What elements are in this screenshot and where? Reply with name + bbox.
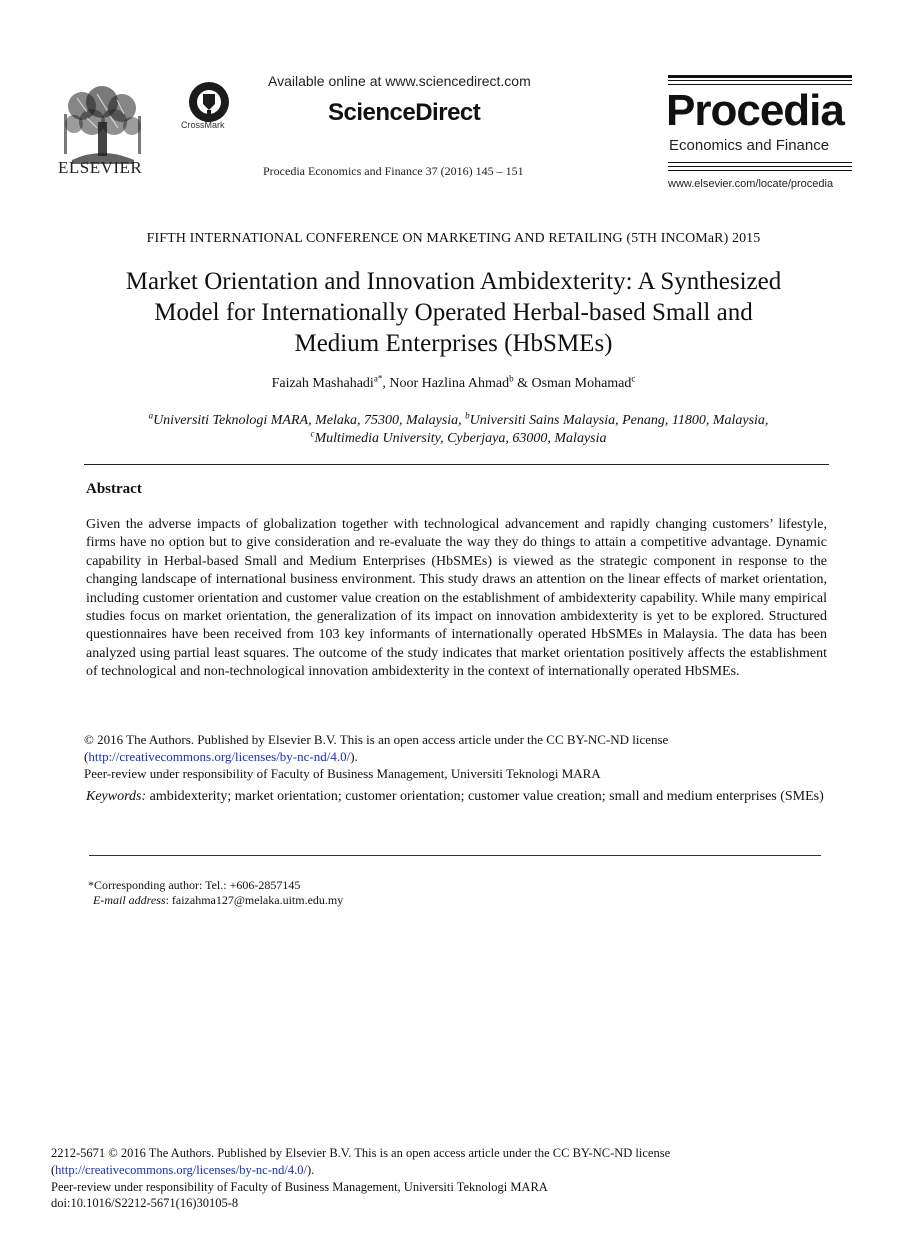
affiliation-a: Universiti Teknologi MARA, Melaka, 75300, Malaysia, [153, 413, 466, 428]
author-name: Noor Hazlina Ahmad [389, 376, 510, 391]
footnote-divider [89, 855, 821, 856]
author-separator: , [382, 376, 390, 391]
paper-title [80, 266, 827, 359]
keywords [86, 788, 827, 806]
author-separator: & [513, 376, 532, 391]
author-name: Osman Mohamad [531, 376, 632, 391]
procedia-rule [668, 80, 852, 81]
paren: ). [306, 1162, 315, 1177]
license-url-line [84, 749, 828, 766]
title-line: Model for Internationally Operated Herbal-based Small and [154, 299, 753, 326]
publisher-name: ELSEVIER [58, 158, 143, 177]
footer-license: 2212-5671 © 2016 The Authors. Published by Elsevier B.V. This is an open access article under the CC BY-NC-ND license [51, 1146, 671, 1160]
abstract-body: Given the adverse impacts of globalization together with technological advancement and rapidly changing customers’ lifestyle, firms have no option but to give consideration and re-evaluate the way they do things to attain a competitive advantage. Dynamic capability in Herbal-based Small and Medium Enterprises (HbSMEs) is viewed as the strategic component in response to the changing landscape of international business environment. This study draws an attention on the linear effects of market orientation, including customer orientation and customer value creation on the establishment of ambidexterity capability. While many empirical studies focus on market orientation, the generalization of its impact on innovation ambidexterity is yet to be explored. Structured questionnaires have been received from 103 key informants of internationally operated HbSMEs in Malaysia. The data has been analyzed using partial least squares. The outcome of the study indicates that market orientation positively affects the establishment of technological and non-technological innovation ambidexterity in the context of internationally operated HbSMEs. [86, 517, 827, 680]
keywords-label: Keywords: [86, 789, 147, 804]
author-list [0, 373, 907, 392]
affiliation-marker: b [465, 410, 470, 421]
author-affiliation-marker: c [631, 373, 636, 384]
email-line [93, 893, 343, 908]
procedia-rule [668, 75, 852, 78]
author-affiliation-marker: b [509, 373, 514, 384]
author-affiliation-marker: a* [373, 373, 383, 384]
license-link[interactable]: http://creativecommons.org/licenses/by-nc-nd/4.0/ [88, 748, 351, 764]
license-line: © 2016 The Authors. Published by Elsevier B.V. This is an open access article under the CC BY-NC-ND license [84, 732, 669, 747]
page-footer [51, 1145, 861, 1212]
affiliation-line [60, 430, 857, 448]
corresponding-author: *Corresponding author: Tel.: +606-2857145 [88, 878, 301, 892]
affiliation-marker: a [148, 410, 154, 421]
footer-peer-review: Peer-review under responsibility of Faculty of Business Management, Universiti Teknologi MARA [51, 1179, 548, 1194]
affiliation-b: Universiti Sains Malaysia, Penang, 11800, Malaysia, [469, 413, 769, 428]
affiliation-marker: c [310, 428, 315, 439]
conference-name: FIFTH INTERNATIONAL CONFERENCE ON MARKETING AND RETAILING (5TH INCOMaR) 2015 [146, 231, 761, 246]
title-line: Medium Enterprises (HbSMEs) [294, 330, 613, 357]
abstract-heading: Abstract [86, 481, 142, 497]
peer-review-line: Peer-review under responsibility of Faculty of Business Management, Universiti Teknologi MARA [84, 765, 601, 781]
procedia-rule [668, 84, 852, 85]
procedia-title: Procedia [666, 86, 844, 135]
crossmark-label: CrossMark [181, 120, 225, 130]
journal-reference: Procedia Economics and Finance 37 (2016) 145 – 151 [263, 164, 524, 178]
procedia-rule [668, 162, 852, 163]
license-block [84, 732, 828, 782]
title-line: Market Orientation and Innovation Ambidexterity: A Synthesized [125, 268, 782, 295]
affiliations [60, 412, 857, 448]
keywords-text: ambidexterity; market orientation; customer orientation; customer value creation; small and medium enterprises (SMEs) [146, 789, 824, 804]
footer-url-line [51, 1162, 861, 1179]
available-online-text: Available online at www.sciencedirect.com [268, 73, 531, 89]
affiliation-line [60, 412, 857, 430]
footer-license-link[interactable]: http://creativecommons.org/licenses/by-nc-nd/4.0/ [55, 1162, 307, 1177]
email-address[interactable]: : faizahma127@melaka.uitm.edu.my [165, 893, 344, 907]
procedia-url-link[interactable]: www.elsevier.com/locate/procedia [668, 178, 834, 190]
procedia-subtitle: Economics and Finance [669, 137, 830, 154]
sciencedirect-logo[interactable]: ScienceDirect [328, 99, 481, 126]
paren: ( [84, 748, 89, 764]
divider [84, 464, 829, 465]
paren: ). [350, 748, 358, 764]
author-name: Faizah Mashahadi [271, 376, 374, 391]
email-label: E-mail address [93, 893, 166, 907]
procedia-rule [668, 170, 852, 171]
footer-doi[interactable]: doi:10.1016/S2212-5671(16)30105-8 [51, 1196, 239, 1211]
affiliation-c: Multimedia University, Cyberjaya, 63000, Malaysia [314, 431, 607, 446]
paren: ( [51, 1162, 56, 1177]
procedia-rule [668, 166, 852, 167]
